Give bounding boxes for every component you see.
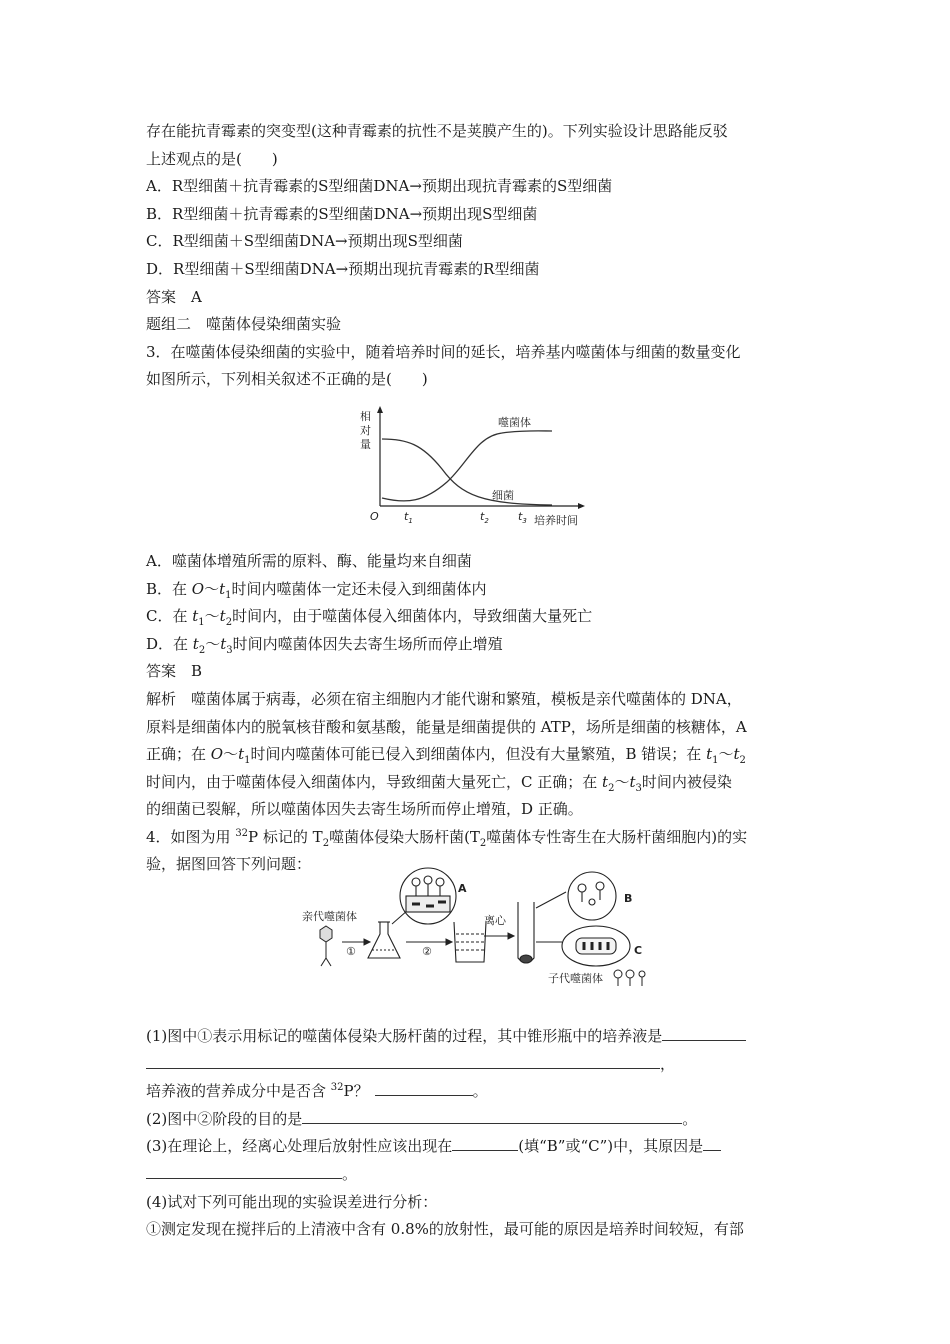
q3-stem-2: 如图所示，下列相关叙述不正确的是( ): [146, 370, 428, 389]
q4-stem-1: 4．如图为用 $^{32}$P 标记的 $T_2$噬菌体侵染大肠杆菌($T_2$噬菌体专性寄生在大肠杆菌细胞内)的实: [146, 827, 748, 849]
answer-blank[interactable]: [146, 1053, 660, 1069]
answer-blank[interactable]: [452, 1135, 518, 1151]
q3-explanation-1: 解析 噬菌体属于病毒，必须在宿主细胞内才能代谢和繁殖，模板是亲代噬菌体的 DNA，: [146, 689, 742, 708]
test-tube-icon: [518, 902, 534, 963]
answer-blank[interactable]: [302, 1108, 682, 1124]
answer-blank[interactable]: [703, 1135, 721, 1151]
parent-phage-icon: [320, 926, 332, 966]
q3-stem-1: 3．在噬菌体侵染细菌的实验中，随着培养时间的延长，培养基内噬菌体与细菌的数量变化: [146, 342, 741, 361]
label-c: C: [634, 944, 643, 957]
q3-option-a: A．噬菌体增殖所需的原料、酶、能量均来自细菌: [146, 551, 472, 570]
y-axis-label-1: 相: [360, 410, 371, 423]
group-title: 题组二 噬菌体侵染细菌实验: [146, 315, 342, 334]
document-page: [146, 118, 810, 1244]
q4-part4: (4)试对下列可能出现的实验误差进行分析：: [146, 1192, 438, 1211]
y-axis-label-2: 对: [360, 424, 371, 437]
q2-option-b: B．R型细菌＋抗青霉素的S型细菌DNA→预期出现S型细菌: [146, 204, 538, 223]
flask-icon: [368, 922, 400, 958]
tick-t2: $t_2$: [480, 510, 489, 525]
label-a: A: [458, 882, 467, 895]
phage-bacteria-chart: [352, 404, 592, 532]
tick-t1: $t_1$: [404, 510, 413, 525]
q4-part3-line1: (3)在理论上，经离心处理后放射性应该出现在 (填“B”或“C”)中，其原因是: [146, 1133, 810, 1161]
step1-label: ①: [346, 945, 356, 958]
q4-part1-line2: ，: [146, 1051, 810, 1079]
series-line-phage: [382, 431, 552, 501]
series-label-bacteria: 细菌: [492, 489, 514, 502]
x-axis-arrow-icon: [578, 503, 585, 509]
q3-explanation-4: 时间内，由于噬菌体侵入细菌体内，导致细菌大量死亡，C 正确；在 $t_2\sim t_3$时间内被侵染: [146, 772, 732, 794]
q3-option-c: C．在 $t_1\sim t_2$时间内，由于噬菌体侵入细菌体内，导致细菌大量死亡: [146, 607, 593, 629]
q3-answer: 答案 B: [146, 662, 203, 681]
tick-t3: $t_3$: [518, 510, 527, 525]
q4-stem-2: 验，据图回答下列问题：: [146, 855, 312, 874]
q3-option-b: B．在 $O\sim t_1$时间内噬菌体一定还未侵入到细菌体内: [146, 579, 487, 601]
q4-part3-line2: 。: [146, 1161, 810, 1189]
precipitate-view-c-icon: [562, 926, 630, 966]
series-line-bacteria: [382, 439, 552, 505]
answer-blank[interactable]: [662, 1025, 746, 1041]
series-label-phage: 噬菌体: [498, 416, 531, 429]
parent-phage-label: 亲代噬菌体: [302, 910, 357, 923]
intro-line-1: 存在能抗青霉素的突变型(这种青霉素的抗性不是荚膜产生的)。下列实验设计思路能反驳: [146, 122, 728, 140]
beaker-icon: [454, 922, 486, 962]
q4-part1-line1: (1)图中①表示用标记的噬菌体侵染大肠杆菌的过程，其中锥形瓶中的培养液是: [146, 1023, 810, 1051]
x-axis-label: 培养时间: [534, 514, 578, 527]
supernatant-view-b-icon: [568, 872, 616, 920]
q2-answer: 答案 A: [146, 287, 202, 306]
origin-label: O: [370, 510, 379, 523]
y-axis-label-3: 量: [360, 438, 371, 451]
q4-part1-line3: 培养液的营养成分中是否含 $^{32}$P？ 。: [146, 1082, 488, 1101]
q2-option-a: A．R型细菌＋抗青霉素的S型细菌DNA→预期出现抗青霉素的S型细菌: [146, 177, 613, 196]
centrifuge-label: 离心: [484, 914, 506, 927]
answer-blank[interactable]: [375, 1080, 473, 1096]
experiment-diagram: [296, 862, 646, 992]
q2-option-c: C．R型细菌＋S型细菌DNA→预期出现S型细菌: [146, 232, 463, 251]
step2-label: ②: [422, 945, 432, 958]
intro-line-2: 上述观点的是( ): [146, 149, 278, 168]
label-b: B: [624, 892, 633, 905]
q2-option-d: D．R型细菌＋S型细菌DNA→预期出现抗青霉素的R型细菌: [146, 259, 540, 278]
q3-explanation-3: 正确；在 $O\sim t_1$时间内噬菌体可能已侵入到细菌体内，但没有大量繁殖，B 错误；在 $t_1\sim t_2$: [146, 745, 746, 767]
progeny-phage-icon: [614, 970, 645, 986]
progeny-phage-label: 子代噬菌体: [548, 972, 603, 985]
answer-blank[interactable]: [146, 1163, 342, 1179]
q3-explanation-5: 的细菌已裂解，所以噬菌体因失去寄生场所而停止增殖，D 正确。: [146, 800, 583, 819]
q4-part4-item1: ①测定发现在搅拌后的上清液中含有 0.8%的放射性，最可能的原因是培养时间较短，有部: [146, 1220, 744, 1239]
q4-part2: (2)图中②阶段的目的是 。: [146, 1109, 698, 1128]
magnified-view-a-icon: [400, 868, 456, 924]
q3-explanation-2: 原料是细菌体内的脱氧核苷酸和氨基酸，能量是细菌提供的 ATP，场所是细菌的核糖体，A: [146, 717, 747, 736]
q3-option-d: D．在 $t_2\sim t_3$时间内噬菌体因失去寄生场所而停止增殖: [146, 634, 503, 656]
y-axis-arrow-icon: [377, 406, 383, 413]
